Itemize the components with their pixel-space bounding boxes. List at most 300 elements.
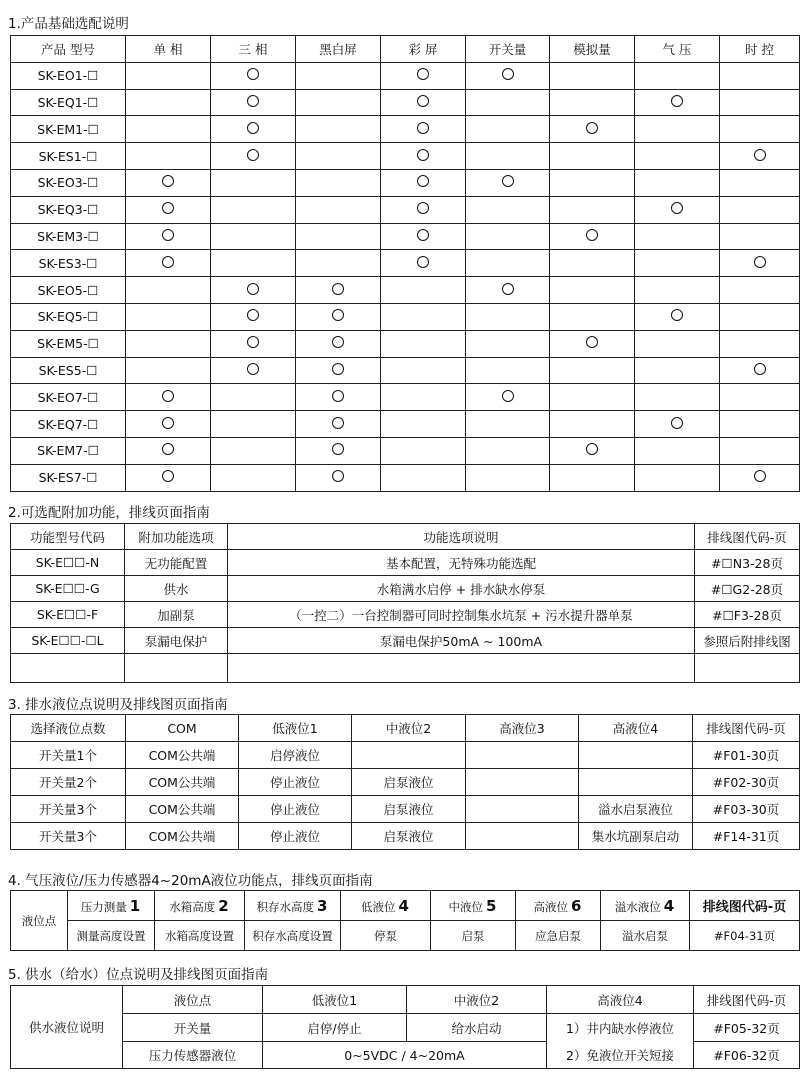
option-cell xyxy=(126,223,211,250)
row-label: 液位点 xyxy=(11,891,68,951)
row-label: 供水液位说明 xyxy=(11,986,123,1069)
cell xyxy=(125,654,228,683)
option-cell xyxy=(211,116,296,143)
selected-circle-icon xyxy=(754,470,766,482)
option-cell xyxy=(550,357,635,384)
cell: 停止液位 xyxy=(239,823,352,850)
drain-level-table xyxy=(10,714,800,850)
cell: （一控二）一台控制器可同时控制集水坑泵 + 污水提升器单泵 xyxy=(228,602,695,628)
table-row xyxy=(11,303,800,330)
table-row xyxy=(11,62,800,89)
header-cell: COM xyxy=(126,715,239,742)
option-cell xyxy=(550,437,635,464)
selected-circle-icon xyxy=(417,202,429,214)
model-cell: SK-EQ7-☐ xyxy=(11,411,126,438)
table-header-row xyxy=(11,524,800,550)
table-row xyxy=(11,1014,800,1042)
header-cell: 中液位2 xyxy=(352,715,466,742)
selected-circle-icon xyxy=(162,202,174,214)
option-cell xyxy=(381,303,466,330)
option-cell xyxy=(635,384,720,411)
header-cell: 单 相 xyxy=(126,36,211,63)
supply-level-table xyxy=(10,985,800,1069)
model-cell: SK-EO1-☐ xyxy=(11,62,126,89)
cell: 无功能配置 xyxy=(125,550,228,576)
header-cell: 功能型号代码 xyxy=(11,524,125,550)
option-cell xyxy=(550,411,635,438)
selected-circle-icon xyxy=(162,470,174,482)
level-label: 低液位 xyxy=(361,899,396,914)
option-cell xyxy=(635,223,720,250)
selected-circle-icon xyxy=(417,122,429,134)
pressure-level-table xyxy=(10,890,800,951)
selected-circle-icon xyxy=(247,68,259,80)
cell xyxy=(695,654,800,683)
option-cell xyxy=(296,330,381,357)
option-cell xyxy=(466,116,550,143)
option-cell xyxy=(550,277,635,304)
option-cell xyxy=(211,143,296,170)
cell: #☐F3-28页 xyxy=(695,602,800,628)
table-row xyxy=(11,277,800,304)
option-cell xyxy=(126,330,211,357)
option-cell xyxy=(126,357,211,384)
cell: 供水 xyxy=(125,576,228,602)
option-cell xyxy=(720,169,800,196)
option-cell xyxy=(381,223,466,250)
option-cell xyxy=(211,384,296,411)
option-cell xyxy=(381,169,466,196)
cell: 溢水启泵 xyxy=(601,921,690,951)
option-cell xyxy=(635,303,720,330)
option-cell xyxy=(296,250,381,277)
option-cell xyxy=(211,411,296,438)
selected-circle-icon xyxy=(586,443,598,455)
cell: SK-E☐☐-G xyxy=(11,576,125,602)
option-cell xyxy=(720,62,800,89)
selected-circle-icon xyxy=(247,149,259,161)
selected-circle-icon xyxy=(247,336,259,348)
selected-circle-icon xyxy=(162,417,174,429)
table-row xyxy=(11,330,800,357)
option-cell xyxy=(635,143,720,170)
level-label: 中液位 xyxy=(448,899,484,914)
table-header-row xyxy=(11,986,800,1014)
option-cell xyxy=(211,250,296,277)
cell: 开关量2个 xyxy=(11,769,126,796)
cell xyxy=(466,823,579,850)
table-row xyxy=(11,357,800,384)
cell: 加副泵 xyxy=(125,602,228,628)
selected-circle-icon xyxy=(162,390,174,402)
selected-circle-icon xyxy=(671,309,683,321)
cell: 启泵 xyxy=(431,921,516,951)
option-cell xyxy=(381,357,466,384)
cell: 积存水高度设置 xyxy=(245,921,341,951)
option-cell xyxy=(211,464,296,491)
selected-circle-icon xyxy=(162,229,174,241)
cell xyxy=(352,742,466,769)
selected-circle-icon xyxy=(247,122,259,134)
selected-circle-icon xyxy=(332,417,344,429)
cell: COM公共端 xyxy=(126,769,239,796)
table-row xyxy=(11,576,800,602)
level-label: 排线图代码-页 xyxy=(702,900,787,915)
header-cell: 黑白屏 xyxy=(296,36,381,63)
option-cell xyxy=(466,196,550,223)
option-cell xyxy=(466,143,550,170)
table-row xyxy=(11,196,800,223)
table-row xyxy=(11,742,800,769)
header-cell: 高液位3 xyxy=(466,715,579,742)
table-row xyxy=(11,550,800,576)
option-cell xyxy=(211,303,296,330)
option-cell xyxy=(126,89,211,116)
option-cell xyxy=(466,464,550,491)
model-cell: SK-EM7-☐ xyxy=(11,437,126,464)
selected-circle-icon xyxy=(247,283,259,295)
header-cell: 排线图代码-页 xyxy=(694,986,800,1014)
option-cell xyxy=(381,89,466,116)
lcd-digit-icon: 1 xyxy=(129,896,142,915)
lcd-digit-icon: 6 xyxy=(571,896,583,915)
header-cell: 气 压 xyxy=(635,36,720,63)
option-cell xyxy=(466,330,550,357)
cell: 启泵液位 xyxy=(352,823,466,850)
option-cell xyxy=(635,196,720,223)
selected-circle-icon xyxy=(671,95,683,107)
option-cell xyxy=(466,303,550,330)
option-cell xyxy=(466,357,550,384)
option-cell xyxy=(126,116,211,143)
selected-circle-icon xyxy=(754,363,766,375)
header-cell: 附加功能选项 xyxy=(125,524,228,550)
level-cell xyxy=(245,891,341,921)
header-cell: 三 相 xyxy=(211,36,296,63)
cell: 参照后附排线图 xyxy=(695,628,800,654)
selected-circle-icon xyxy=(754,256,766,268)
header-cell: 开关量 xyxy=(466,36,550,63)
model-cell: SK-ES7-☐ xyxy=(11,464,126,491)
option-cell xyxy=(126,464,211,491)
cell xyxy=(579,769,693,796)
table-header-row xyxy=(11,715,800,742)
cell: COM公共端 xyxy=(126,742,239,769)
option-cell xyxy=(720,303,800,330)
lcd-digit-icon: 4 xyxy=(663,896,676,915)
lcd-digit-icon: 5 xyxy=(486,896,498,915)
selected-circle-icon xyxy=(162,175,174,187)
header-cell: 低液位1 xyxy=(263,986,407,1014)
section-3-title: 3. 排水液位点说明及排线图页面指南 xyxy=(8,697,228,713)
table-row xyxy=(11,654,800,683)
section-1-title: 1.产品基础选配说明 xyxy=(8,16,129,32)
table-row xyxy=(11,250,800,277)
table-row xyxy=(11,437,800,464)
level-cell xyxy=(601,891,690,921)
header-cell: 模拟量 xyxy=(550,36,635,63)
option-cell xyxy=(381,277,466,304)
selected-circle-icon xyxy=(586,336,598,348)
table-row xyxy=(11,823,800,850)
section-2-title: 2.可选配附加功能，排线页面指南 xyxy=(8,505,210,521)
option-cell xyxy=(720,384,800,411)
option-cell xyxy=(635,277,720,304)
option-cell xyxy=(211,196,296,223)
level-cell xyxy=(341,891,431,921)
cell: #F02-30页 xyxy=(693,769,800,796)
selected-circle-icon xyxy=(247,363,259,375)
model-cell: SK-EQ1-☐ xyxy=(11,89,126,116)
option-cell xyxy=(550,169,635,196)
cell: 测量高度设置 xyxy=(68,921,155,951)
table-row xyxy=(11,464,800,491)
cell: 基本配置，无特殊功能选配 xyxy=(228,550,695,576)
option-cell xyxy=(720,116,800,143)
cell: 开关量1个 xyxy=(11,742,126,769)
table-row xyxy=(11,411,800,438)
model-cell: SK-EM3-☐ xyxy=(11,223,126,250)
option-cell xyxy=(381,143,466,170)
cell: 溢水启泵液位 xyxy=(579,796,693,823)
option-cell xyxy=(381,384,466,411)
header-cell: 选择液位点数 xyxy=(11,715,126,742)
option-cell xyxy=(550,62,635,89)
option-cell xyxy=(296,223,381,250)
selected-circle-icon xyxy=(417,256,429,268)
option-cell xyxy=(296,169,381,196)
option-cell xyxy=(720,437,800,464)
option-cell xyxy=(296,116,381,143)
product-config-table xyxy=(10,35,800,492)
level-label: 积存水高度 xyxy=(256,899,315,914)
header-cell: 高液位4 xyxy=(547,986,694,1014)
option-cell xyxy=(466,384,550,411)
option-cell xyxy=(126,384,211,411)
option-cell xyxy=(466,411,550,438)
model-cell: SK-EM5-☐ xyxy=(11,330,126,357)
cell: 泵漏电保护 xyxy=(125,628,228,654)
addon-function-table xyxy=(10,523,800,683)
option-cell xyxy=(381,464,466,491)
model-cell: SK-ES3-☐ xyxy=(11,250,126,277)
option-cell xyxy=(635,116,720,143)
option-cell xyxy=(296,384,381,411)
cell: 1）井内缺水停液位 xyxy=(547,1014,694,1042)
option-cell xyxy=(381,250,466,277)
option-cell xyxy=(550,143,635,170)
option-cell xyxy=(550,89,635,116)
option-cell xyxy=(635,169,720,196)
header-cell: 时 控 xyxy=(720,36,800,63)
option-cell xyxy=(381,62,466,89)
level-label: 高液位 xyxy=(533,899,569,914)
cell: COM公共端 xyxy=(126,796,239,823)
option-cell xyxy=(720,143,800,170)
option-cell xyxy=(466,277,550,304)
level-label: 溢水液位 xyxy=(614,899,661,914)
cell: 开关量3个 xyxy=(11,823,126,850)
selected-circle-icon xyxy=(417,68,429,80)
level-cell xyxy=(516,891,601,921)
option-cell xyxy=(211,223,296,250)
cell: 应急启泵 xyxy=(516,921,601,951)
model-cell: SK-EO3-☐ xyxy=(11,169,126,196)
option-cell xyxy=(296,437,381,464)
cell: 启停/停止 xyxy=(263,1014,407,1042)
option-cell xyxy=(635,464,720,491)
option-cell xyxy=(126,411,211,438)
table-row xyxy=(11,143,800,170)
option-cell xyxy=(296,62,381,89)
option-cell xyxy=(126,437,211,464)
table-row xyxy=(11,116,800,143)
option-cell xyxy=(550,330,635,357)
option-cell xyxy=(720,330,800,357)
option-cell xyxy=(635,330,720,357)
selected-circle-icon xyxy=(502,175,514,187)
cell: #F01-30页 xyxy=(693,742,800,769)
option-cell xyxy=(126,62,211,89)
option-cell xyxy=(720,277,800,304)
cell: SK-E☐☐-☐L xyxy=(11,628,125,654)
option-cell xyxy=(635,411,720,438)
option-cell xyxy=(466,89,550,116)
option-cell xyxy=(296,89,381,116)
cell: COM公共端 xyxy=(126,823,239,850)
selected-circle-icon xyxy=(247,309,259,321)
cell: 启泵液位 xyxy=(352,796,466,823)
table-row xyxy=(11,921,800,951)
lcd-digit-icon: 3 xyxy=(317,896,329,915)
table-row xyxy=(11,796,800,823)
lcd-digit-icon: 4 xyxy=(398,896,410,915)
option-cell xyxy=(550,196,635,223)
option-cell xyxy=(126,277,211,304)
header-cell: 高液位4 xyxy=(579,715,693,742)
selected-circle-icon xyxy=(332,390,344,402)
cell xyxy=(466,742,579,769)
table-row xyxy=(11,1042,800,1069)
option-cell xyxy=(720,89,800,116)
selected-circle-icon xyxy=(417,229,429,241)
option-cell xyxy=(635,62,720,89)
option-cell xyxy=(550,116,635,143)
option-cell xyxy=(296,303,381,330)
option-cell xyxy=(211,169,296,196)
cell: 开关量 xyxy=(123,1014,263,1042)
table-row xyxy=(11,628,800,654)
option-cell xyxy=(720,464,800,491)
option-cell xyxy=(296,411,381,438)
option-cell xyxy=(381,116,466,143)
option-cell xyxy=(466,437,550,464)
selected-circle-icon xyxy=(162,443,174,455)
selected-circle-icon xyxy=(671,417,683,429)
cell: 0~5VDC / 4~20mA xyxy=(263,1042,547,1069)
selected-circle-icon xyxy=(502,390,514,402)
cell: #F03-30页 xyxy=(693,796,800,823)
option-cell xyxy=(720,357,800,384)
selected-circle-icon xyxy=(586,229,598,241)
option-cell xyxy=(126,303,211,330)
table-row xyxy=(11,891,800,921)
selected-circle-icon xyxy=(332,470,344,482)
section-4-title: 4. 气压液位/压力传感器4~20mA液位功能点，排线页面指南 xyxy=(8,873,373,889)
header-cell: 彩 屏 xyxy=(381,36,466,63)
lcd-digit-icon: 2 xyxy=(218,896,230,915)
selected-circle-icon xyxy=(332,283,344,295)
option-cell xyxy=(381,437,466,464)
option-cell xyxy=(296,143,381,170)
model-cell: SK-ES5-☐ xyxy=(11,357,126,384)
option-cell xyxy=(550,250,635,277)
option-cell xyxy=(720,411,800,438)
cell xyxy=(228,654,695,683)
cell: 给水启动 xyxy=(407,1014,547,1042)
option-cell xyxy=(211,437,296,464)
selected-circle-icon xyxy=(502,68,514,80)
option-cell xyxy=(381,411,466,438)
cell: 压力传感器液位 xyxy=(123,1042,263,1069)
option-cell xyxy=(211,277,296,304)
option-cell xyxy=(296,357,381,384)
level-label: 压力测量 xyxy=(80,899,127,914)
cell: 集水坑副泵启动 xyxy=(579,823,693,850)
option-cell xyxy=(211,330,296,357)
selected-circle-icon xyxy=(586,122,598,134)
option-cell xyxy=(126,196,211,223)
option-cell xyxy=(466,250,550,277)
cell xyxy=(11,654,125,683)
header-cell: 中液位2 xyxy=(407,986,547,1014)
cell: 水箱满水启停 + 排水缺水停泵 xyxy=(228,576,695,602)
selected-circle-icon xyxy=(247,95,259,107)
option-cell xyxy=(466,62,550,89)
option-cell xyxy=(550,384,635,411)
option-cell xyxy=(550,464,635,491)
cell xyxy=(579,742,693,769)
cell: SK-E☐☐-N xyxy=(11,550,125,576)
header-cell: 低液位1 xyxy=(239,715,352,742)
cell: 启泵液位 xyxy=(352,769,466,796)
model-cell: SK-EO5-☐ xyxy=(11,277,126,304)
cell: #F04-31页 xyxy=(690,921,800,951)
header-cell: 产品 型号 xyxy=(11,36,126,63)
table-row xyxy=(11,769,800,796)
selected-circle-icon xyxy=(332,443,344,455)
cell: SK-E☐☐-F xyxy=(11,602,125,628)
selected-circle-icon xyxy=(671,202,683,214)
option-cell xyxy=(126,250,211,277)
table-header-row xyxy=(11,36,800,63)
level-cell xyxy=(431,891,516,921)
selected-circle-icon xyxy=(162,256,174,268)
option-cell xyxy=(381,330,466,357)
table-row xyxy=(11,384,800,411)
cell: #F05-32页 xyxy=(694,1014,800,1042)
level-label: 水箱高度 xyxy=(169,899,216,914)
option-cell xyxy=(126,169,211,196)
cell: 停泵 xyxy=(341,921,431,951)
option-cell xyxy=(720,223,800,250)
cell: 停止液位 xyxy=(239,796,352,823)
selected-circle-icon xyxy=(417,175,429,187)
option-cell xyxy=(635,250,720,277)
cell: #F06-32页 xyxy=(694,1042,800,1069)
option-cell xyxy=(126,143,211,170)
selected-circle-icon xyxy=(754,149,766,161)
